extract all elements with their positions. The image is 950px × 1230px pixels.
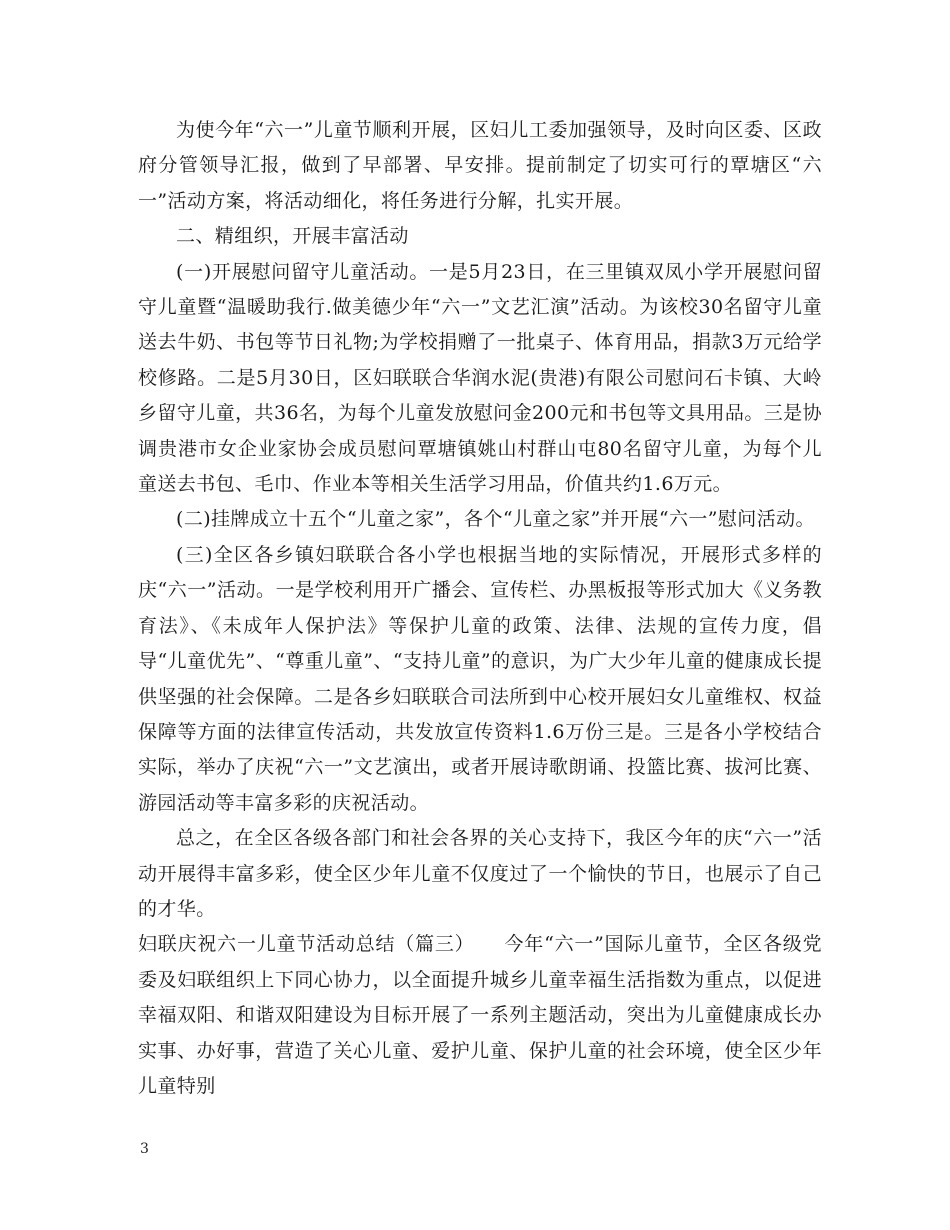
page-number: 3 [140, 1141, 149, 1157]
paragraph-1: 为使今年“六一”儿童节顺利开展，区妇儿工委加强领导，及时向区委、区政府分管领导汇报，做到了早部署、早安排。提前制定了切实可行的覃塘区“六一”活动方案，将活动细化，将任务进行分解，扎实开展。 [138, 119, 822, 212]
paragraph-5: (三)全区各乡镇妇联联合各小学也根据当地的实际情况，开展形式多样的庆“六一”活动。一是学校利用开广播会、宣传栏、办黑板报等形式加大《义务教育法》、《未成年人保护法》等保护儿童的政策、法律、法规的宣传力度，倡导“儿童优先”、“尊重儿童”、“支持儿童”的意识，为广大少年儿童的健康成长提供坚强的社会保障。二是各乡妇联联合司法所到中心校开展妇女儿童维权、权益保障等方面的法律宣传活动，共发放宣传资料1.6万份三是。三是各小学校结合实际，举办了庆祝“六一”文艺演出，或者开展诗歌朗诵、投篮比赛、拔河比赛、游园活动等丰富多彩的庆祝活动。 [138, 543, 822, 814]
paragraph-4: (二)挂牌成立十五个“儿童之家”，各个“儿童之家”并开展“六一”慰问活动。 [176, 508, 815, 531]
paragraph-6: 总之，在全区各级各部门和社会各界的关心支持下，我区今年的庆“六一”活动开展得丰富多彩，使全区少年儿童不仅度过了一个愉快的节日，也展示了自己的才华。 [138, 827, 822, 920]
document-body [138, 113, 822, 1104]
section-heading: 二、精组织，开展丰富活动 [176, 225, 409, 248]
paragraph-7: 妇联庆祝六一儿童节活动总结（篇三） 今年“六一”国际儿童节，全区各级党委及妇联组织上下同心协力，以全面提升城乡儿童幸福生活指数为重点，以促进幸福双阳、和谐双阳建设为目标开展了一系列主题活动，突出为儿童健康成长办实事、办好事，营造了关心儿童、爱护儿童、保护儿童的社会环境，使全区少年儿童特别 [138, 933, 822, 1097]
paragraph-3: (一)开展慰问留守儿童活动。一是5月23日，在三里镇双凤小学开展慰问留守儿童暨“温暖助我行.做美德少年“六一”文艺汇演”活动。为该校30名留守儿童送去牛奶、书包等节日礼物;为学校捐赠了一批桌子、体育用品，捐款3万元给学校修路。二是5月30日，区妇联联合华润水泥(贵港)有限公司慰问石卡镇、大岭乡留守儿童，共36名，为每个儿童发放慰问金200元和书包等文具用品。三是协调贵港市女企业家协会成员慰问覃塘镇姚山村群山屯80名留守儿童，为每个儿童送去书包、毛巾、作业本等相关生活学习用品，价值共约1.6万元。 [138, 260, 822, 496]
